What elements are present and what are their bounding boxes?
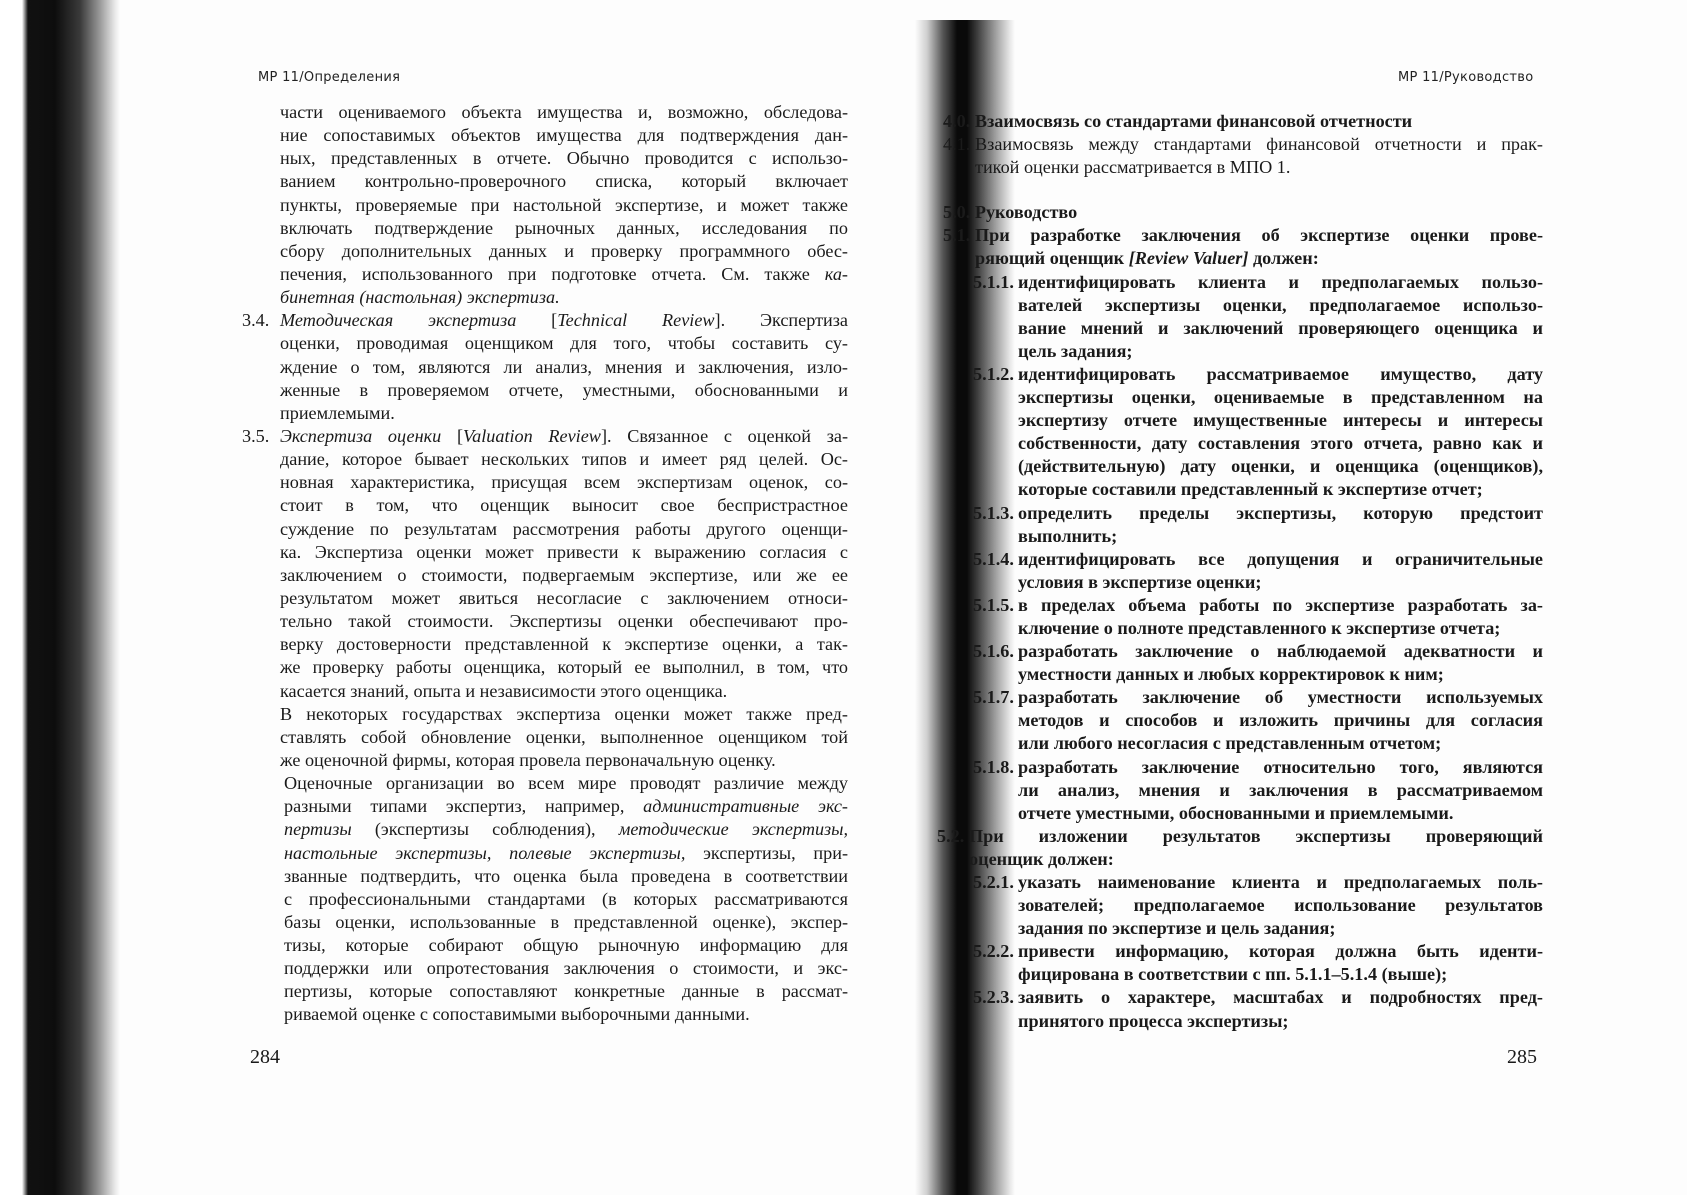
text-line: сбору дополнительных данных и проверку программного обес- (280, 240, 848, 261)
text-line: задания по экспертизе и цель задания; (1018, 918, 1336, 939)
term-ru: Методическая экспертиза (280, 310, 517, 331)
text-line: верку достоверности представленной к экспертизе оценки, а так- (280, 634, 848, 655)
text-line: уместности данных и любых корректировок к ним; (1018, 664, 1444, 685)
item-number: 3.5. (242, 425, 270, 446)
text-line: идентифицировать рассматриваемое имущество, дату (1018, 363, 1543, 384)
subclause-5-1 (943, 686, 1543, 755)
text-line: В некоторых государствах экспертиза оценки может также пред- (280, 703, 848, 724)
text-line: ставлять собой обновление оценки, выполненное оценщиком той (280, 726, 848, 747)
item-number: 3.4. (242, 310, 270, 331)
definition-3-5 (242, 425, 849, 703)
section-5-heading: 5.0. Руководство (943, 202, 1078, 223)
text-line: выполнить; (1018, 525, 1118, 546)
subclause-5-1 (943, 756, 1543, 825)
text-line: же проверку работы оценщика, который ее выполнил, в том, что (280, 657, 848, 678)
text-line: указать наименование клиента и предполагаемых поль- (1018, 872, 1543, 892)
review-type: настольные экспертизы, (284, 842, 492, 863)
subclause-5-1 (943, 594, 1543, 640)
text-line: оценки, проводимая оценщиком для того, чтобы составить су- (280, 333, 848, 354)
text-line: экспертизы оценки, оцениваемые в представленном на (1018, 387, 1543, 408)
text-line: ка. Экспертиза оценки может привести к выражению согласия с (280, 541, 848, 562)
subclause-5-1 (943, 363, 1543, 502)
text-line: пункты, проверяемые при настольной экспертизе, и может также (280, 194, 848, 215)
left-running-head: МР 11/Определения (258, 70, 401, 85)
text-line: риваемой оценке с сопоставимыми выборочными данными. (284, 1004, 750, 1025)
text-line: приемлемыми. (280, 402, 395, 423)
subclause-5-1 (943, 271, 1543, 363)
subclause-number: 5.2.3. (973, 987, 1014, 1008)
text-line: При разработке заключения об экспертизе оценки прове- (975, 225, 1543, 246)
text-line: новная характеристика, присущая всем экспертизам оценок, со- (280, 472, 848, 493)
text-line: собственности, дату составления этого отчета, равно как и (1018, 433, 1543, 454)
text-line: настольные экспертизы, полевые экспертизы, экспертизы, при- (284, 842, 849, 863)
text-line: ванием контрольно-проверочного списка, который включает (280, 171, 848, 192)
text-line: или любого несогласия с представленным отчетом; (1018, 733, 1442, 754)
right-page-number: 285 (1507, 1046, 1537, 1068)
text-line: званные подтвердить, что оценка была проведена в соответствии (284, 865, 848, 886)
scan-edge-shadow (0, 0, 120, 1195)
text-line: цель задания; (1018, 340, 1133, 361)
review-type: методические экспертизы, (618, 819, 849, 840)
text-line: Оценочные организации во всем мире проводят различие между (284, 773, 848, 794)
clause-5-2 (937, 825, 1543, 871)
text-line: идентифицировать все допущения и ограничительные (1018, 548, 1543, 569)
text-line: зователей; предполагаемое использование результатов (1018, 895, 1543, 916)
subclause-number: 5.1.2. (973, 363, 1014, 384)
term-en-italic: Technical Review (557, 310, 715, 331)
text-line: ждение о том, являются ли анализ, мнения и заключения, изло- (280, 356, 848, 377)
term-en-italic: Valuation Review (463, 425, 601, 446)
subclause-number: 5.1.1. (973, 271, 1014, 292)
text-line: тельно такой стоимости. Экспертизы оценки обеспечивают про- (280, 611, 848, 632)
see-also-italic: ка- (824, 263, 848, 284)
clause-number: 5.1. (943, 225, 971, 246)
text-line: отчете уместными, обоснованными и приемлемыми. (1018, 802, 1454, 823)
subclause-number: 5.1.4. (973, 548, 1014, 569)
text-line: Взаимосвязь между стандартами финансовой отчетности и прак- (975, 134, 1543, 155)
text-line: вание мнений и заключений проверяющего оценщика и (1018, 317, 1543, 338)
text-line: разработать заключение относительно того, являются (1018, 756, 1543, 777)
subclause-5-1 (943, 640, 1543, 686)
text-line: с профессиональными стандартами (в которых рассматриваются (284, 888, 848, 909)
text-line: стоит в том, что оценщик выносит свое беспристрастное (280, 495, 848, 516)
text-line: разными типами экспертиз, например, административные экс- (284, 796, 848, 817)
text-line: заключением о стоимости, подвергаемым экспертизе, или же ее (280, 564, 848, 585)
text-line: Экспертиза оценки [Valuation Review]. Связанное с оценкой за- (280, 425, 849, 446)
text-line: ли анализ, мнения и заключения в рассматриваемом (1018, 779, 1543, 800)
text-line: печения, использованного при подготовке отчета. См. также ка- (280, 263, 848, 284)
text-line: тикой оценки рассматривается в МПО 1. (975, 157, 1291, 178)
paragraph-organizations (284, 772, 848, 1027)
text-line: разработать заключение о наблюдаемой адекватности и (1018, 641, 1543, 662)
text-line: тизы, которые собирают общую рыночную информацию для (284, 935, 848, 956)
review-type: полевые экспертизы, (509, 842, 686, 863)
text-line: результатом может явиться несогласие с заключением относи- (280, 587, 848, 608)
text-line: привести информацию, которая должна быть иденти- (1018, 941, 1543, 962)
text-line: разработать заключение об уместности используемых (1018, 687, 1543, 708)
text-line: оценщик должен: (969, 848, 1114, 869)
clause-number: 5.2. (937, 825, 965, 846)
review-type: пертизы (284, 819, 352, 840)
text-line: пертизы, которые сопоставляют конкретные данные в рассмат- (284, 981, 848, 1002)
see-also-term: бинетная (настольная) экспертиза. (280, 287, 560, 308)
text-line: экспертизу отчете имущественные интересы и интересы (1018, 410, 1543, 431)
text-line: в пределах объема работы по экспертизе разработать за- (1018, 594, 1543, 615)
text-line: ряющий оценщик [Review Valuer] должен: (975, 248, 1319, 269)
text-line: идентифицировать клиента и предполагаемых пользо- (1018, 271, 1543, 292)
text-line: определить пределы экспертизы, которую предстоит (1018, 502, 1543, 523)
subclause-5-2 (943, 986, 1543, 1032)
subclause-number: 5.2.1. (973, 872, 1014, 892)
subclause-number: 5.1.6. (973, 641, 1014, 662)
text-line (280, 286, 848, 309)
definition-3-4 (242, 309, 849, 425)
text-line: суждение по результатам рассмотрения работы другого оценщи- (280, 518, 848, 539)
text-line: касается знаний, опыта и независимости этого оценщика. (280, 680, 728, 701)
right-page-body (937, 110, 1543, 1033)
spacer (943, 179, 1543, 201)
text-line: поддержки или опротестования заключения о стоимости, и экс- (284, 958, 848, 979)
review-valuer-term: [Review Valuer] (1128, 248, 1249, 269)
section-4-heading: 4.0. Взаимосвязь со стандартами финансовой отчетности (943, 111, 1413, 131)
text-line: принятого процесса экспертизы; (1018, 1010, 1289, 1031)
left-page-body (242, 101, 849, 1027)
subclause-5-2 (943, 940, 1543, 986)
clause-5-1 (943, 224, 1543, 270)
text-line: которые составили представленный к экспертизе отчет; (1018, 479, 1483, 500)
subclause-number: 5.1.8. (973, 756, 1014, 777)
text-line: включать подтверждение рыночных данных, исследования по (280, 217, 848, 238)
subclause-5-1 (943, 502, 1543, 548)
text-line: ключение о полноте представленного к экспертизе отчета; (1018, 617, 1501, 638)
text-line: При изложении результатов экспертизы проверяющий (969, 825, 1543, 846)
text-line: (действительную) дату оценки, и оценщика (оценщиков), (1018, 456, 1543, 477)
term-en: [Valuation Review]. (456, 425, 612, 446)
term-ru: Экспертиза оценки (280, 425, 442, 446)
text-line: условия в экспертизе оценки; (1018, 571, 1262, 592)
clause-number: 4.1. (943, 134, 971, 155)
text-line: фицирована в соответствии с пп. 5.1.1–5.1.4 (выше); (1018, 964, 1448, 985)
subclause-number: 5.2.2. (973, 941, 1014, 962)
text-line: Методическая экспертиза [Technical Review]. Экспертиза (280, 310, 849, 331)
text-line: методов и способов и изложить причины для согласия (1018, 710, 1543, 731)
text-line: ных, представленных в отчете. Обычно проводится с использо- (280, 148, 848, 169)
text-line: пертизы (экспертизы соблюдения), методические экспертизы, (284, 819, 849, 840)
review-type: административные экс- (643, 796, 848, 817)
subclause-number: 5.1.3. (973, 502, 1014, 523)
term-en: [Technical Review]. (551, 310, 726, 331)
subclause-number: 5.1.7. (973, 687, 1014, 708)
text-line: базы оценки, использованные в представленной оценке), экспер- (284, 911, 848, 932)
text-line: заявить о характере, масштабах и подробностях пред- (1018, 987, 1543, 1008)
text-line: же оценочной фирмы, которая провела первоначальную оценку. (280, 749, 776, 770)
text-line: вателей экспертизы оценки, предполагаемое использо- (1018, 294, 1543, 315)
subclause-number: 5.1.5. (973, 594, 1014, 615)
right-running-head: МР 11/Руководство (1398, 70, 1534, 85)
subclause-5-2 (943, 871, 1543, 940)
left-page-number: 284 (250, 1046, 280, 1068)
subclause-5-1 (943, 548, 1543, 594)
text-line: ние сопоставимых объектов имущества для подтверждения дан- (280, 125, 848, 146)
text-line: части оцениваемого объекта имущества и, возможно, обследова- (280, 102, 848, 122)
text-line: дание, которое бывает нескольких типов и имеет ряд целей. Ос- (280, 449, 848, 470)
text-line: женные в проверяемом отчете, уместными, обоснованными и (280, 379, 848, 400)
clause-4-1 (943, 133, 1543, 179)
